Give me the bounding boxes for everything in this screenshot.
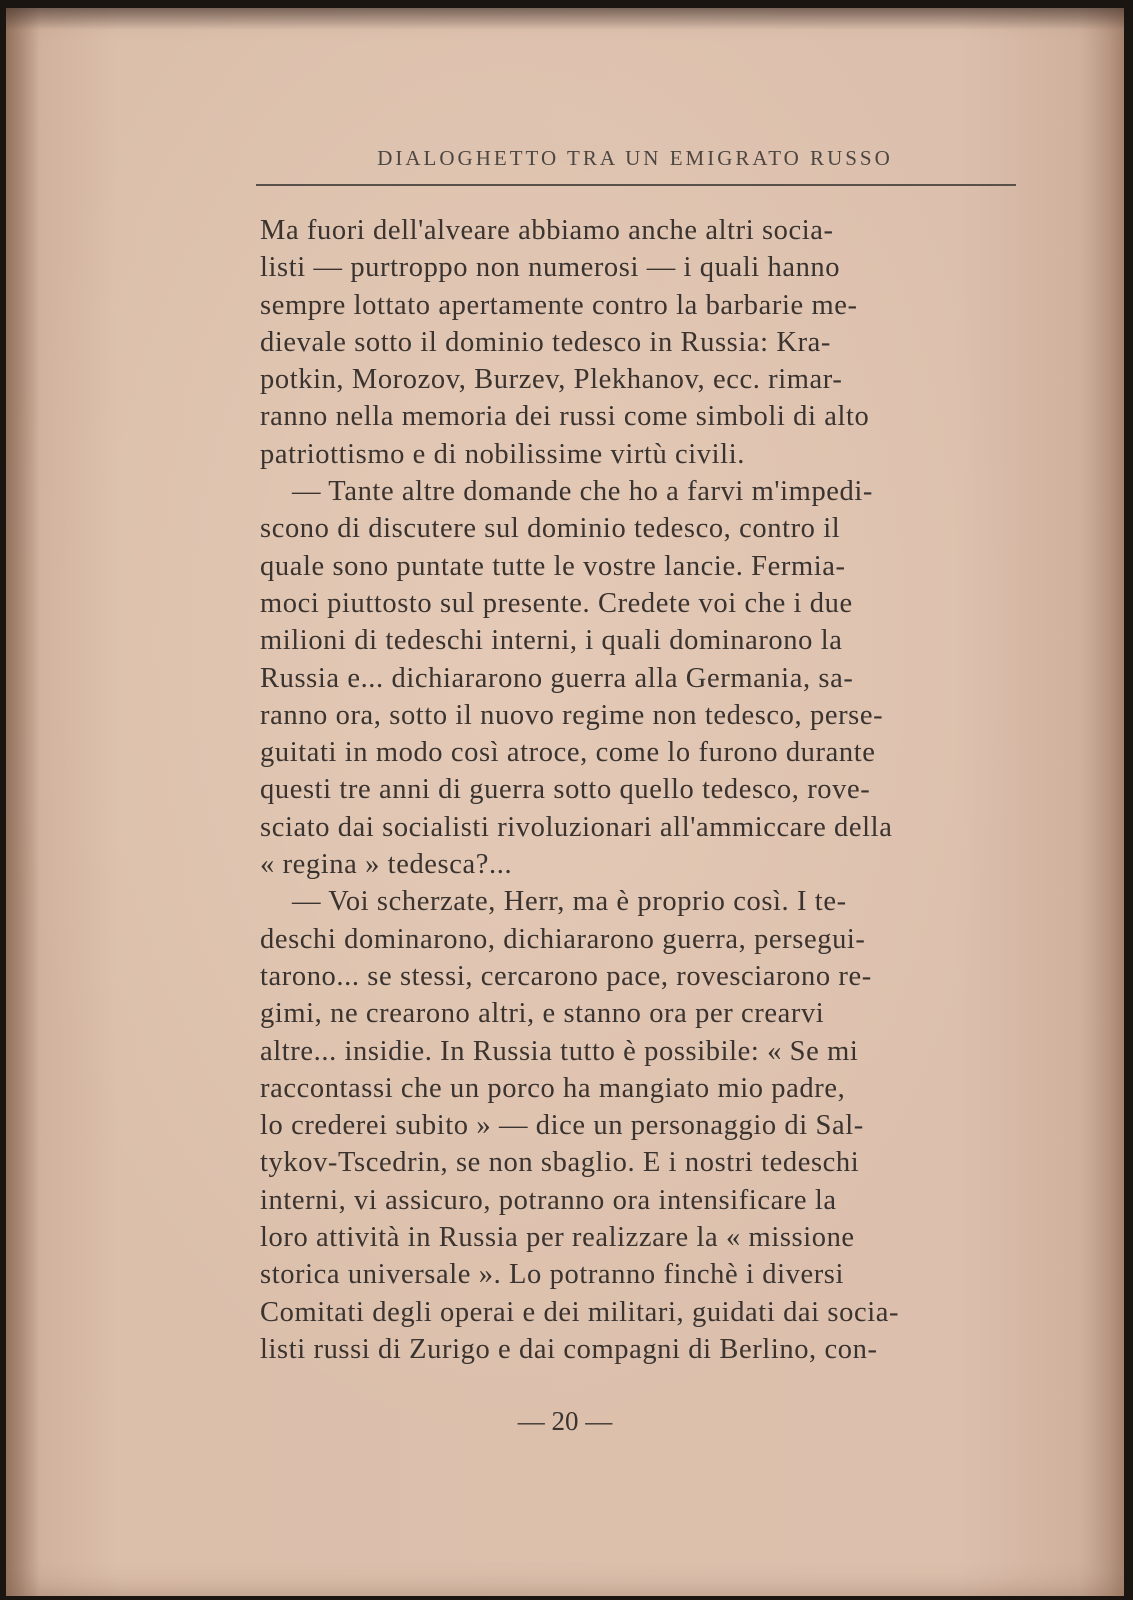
text-line: gimi, ne crearono altri, e stanno ora per crearvi xyxy=(260,998,825,1030)
text-line: scono di discutere sul dominio tedesco, contro il xyxy=(260,513,841,545)
text-line: listi — purtroppo non numerosi — i quali hanno xyxy=(260,252,841,284)
text-line: sempre lottato apertamente contro la barbarie me- xyxy=(260,289,858,321)
text-line: patriottismo e di nobilissime virtù civili. xyxy=(260,438,745,470)
book-page xyxy=(6,8,1124,1596)
text-line: quale sono puntate tutte le vostre lancie. Fermia- xyxy=(260,550,846,582)
text-line: Russia e... dichiararono guerra alla Germania, sa- xyxy=(260,662,854,694)
page-edge-shadow xyxy=(6,8,40,1596)
text-line: Comitati degli operai e dei militari, guidati dai socia- xyxy=(260,1296,900,1328)
text-line: potkin, Morozov, Burzev, Plekhanov, ecc. rimar- xyxy=(260,364,843,396)
text-line: ranno nella memoria dei russi come simboli di alto xyxy=(260,401,870,433)
text-line: altre... insidie. In Russia tutto è possibile: « Se mi xyxy=(260,1035,859,1067)
text-line: dievale sotto il dominio tedesco in Russia: Kra- xyxy=(260,326,831,358)
text-line: storica universale ». Lo potranno finchè i diversi xyxy=(260,1259,844,1291)
text-line: interni, vi assicuro, potranno ora intensificare la xyxy=(260,1184,837,1216)
page-number: — 20 — xyxy=(517,1406,613,1436)
text-line: tarono... se stessi, cercarono pace, rovesciarono re- xyxy=(260,960,872,992)
text-line: loro attività in Russia per realizzare la « missione xyxy=(260,1222,855,1254)
text-line: guitati in modo così atroce, come lo furono durante xyxy=(260,737,876,769)
text-line: moci piuttosto sul presente. Credete voi che i due xyxy=(260,587,853,619)
running-head: DIALOGHETTO TRA UN EMIGRATO RUSSO xyxy=(377,146,893,170)
page-top-shadow xyxy=(6,8,1124,30)
text-line: Ma fuori dell'alveare abbiamo anche altri socia- xyxy=(260,215,834,246)
text-line: milioni di tedeschi interni, i quali dominarono la xyxy=(260,625,843,657)
text-line: listi russi di Zurigo e dai compagni di Berlino, con- xyxy=(260,1333,878,1365)
text-line: deschi dominarono, dichiararono guerra, persegui- xyxy=(260,923,866,955)
text-line: « regina » tedesca?... xyxy=(260,849,513,881)
text-line: raccontassi che un porco ha mangiato mio padre, xyxy=(260,1072,846,1104)
text-line: ranno ora, sotto il nuovo regime non tedesco, perse- xyxy=(260,699,884,731)
body-text xyxy=(260,212,1012,1368)
text-line: sciato dai socialisti rivoluzionari all'ammiccare della xyxy=(260,811,893,843)
text-line: — Tante altre domande che ho a farvi m'impedi- xyxy=(292,476,874,508)
text-line: lo crederei subito » — dice un personaggio di Sal- xyxy=(260,1110,864,1142)
text-line: tykov-Tscedrin, se non sbaglio. E i nostri tedeschi xyxy=(260,1147,860,1179)
text-line: — Voi scherzate, Herr, ma è proprio così. I te- xyxy=(292,886,847,918)
header-rule xyxy=(256,184,1016,186)
text-line: questi tre anni di guerra sotto quello tedesco, rove- xyxy=(260,774,871,806)
